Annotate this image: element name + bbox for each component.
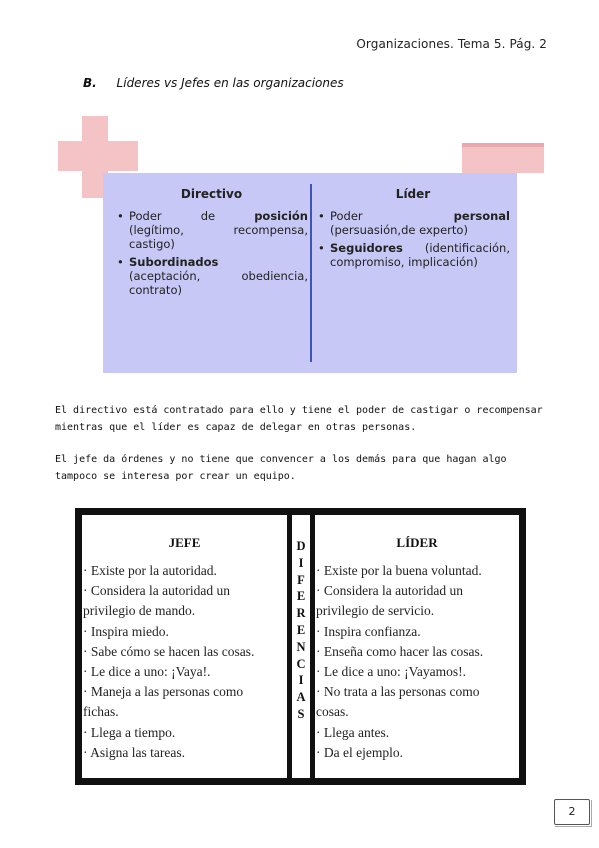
lider-line: · Enseña como hacer las cosas. [316, 643, 484, 659]
lider-line: · Da el ejemplo. [316, 744, 403, 760]
diferencias-letter: A [296, 690, 306, 705]
jefe-line: · Asigna las tareas. [83, 744, 185, 760]
jefe-line: · Existe por la autoridad. [83, 563, 217, 578]
item-detail: (legítimo, recompensa, castigo) [129, 223, 308, 251]
table-separator-right [311, 514, 314, 779]
diferencias-letter: N [296, 639, 306, 654]
lider-item-seguidores [316, 241, 510, 269]
lider-line: · No trata a las personas como [316, 684, 480, 700]
lider-line: · Llega antes. [316, 724, 390, 740]
diferencias-letter: F [297, 572, 305, 587]
lider-line: · Inspira confianza. [316, 623, 421, 639]
item-keyword: personal [453, 209, 510, 223]
item-prefix: • Poder [330, 209, 363, 223]
directivo-item-subordinados [115, 255, 308, 297]
jefe-list [83, 561, 285, 763]
panel-divider [310, 184, 312, 362]
jefe-line: fichas. [83, 704, 119, 720]
item-keyword: Seguidores [330, 241, 403, 255]
jefe-line: privilegio de mando. [83, 603, 196, 619]
diferencias-letter: C [296, 656, 306, 671]
jefe-line: · Inspira miedo. [83, 623, 169, 639]
jefe-line: · Sabe cómo se hacen las cosas. [83, 643, 255, 659]
jefe-heading: JEFE [168, 535, 201, 550]
decorative-cross-horizontal [58, 141, 138, 171]
item-detail: (identificación, compromiso, implicación) [330, 241, 510, 269]
lider-title: Líder [395, 187, 431, 201]
diferencias-vertical-word [291, 538, 311, 723]
jefe-line: · Considera la autoridad un [83, 583, 230, 599]
section-heading [83, 76, 344, 90]
item-detail: (persuasión,de experto) [330, 223, 468, 237]
lider-list [316, 561, 518, 763]
diferencias-letter: I [298, 555, 304, 570]
section-letter: B. [83, 76, 97, 90]
lider-line: cosas. [316, 704, 349, 720]
item-keyword: posición [254, 209, 308, 223]
lider-line: · Considera la autoridad un [316, 583, 463, 599]
decorative-bar-right-edge [462, 143, 544, 147]
diferencias-letter: E [296, 622, 306, 637]
item-detail: (aceptación, obediencia, contrato) [129, 269, 308, 297]
lider-line: · Existe por la buena voluntad. [316, 563, 482, 578]
page-header: Organizaciones. Tema 5. Pág. 2 [356, 37, 547, 51]
jefe-line: · Maneja a las personas como [83, 684, 244, 700]
paragraph-jefe: El jefe da órdenes y no tiene que convencer a los demás para que hagan algo tampoco se interesa por crear un equipo. [55, 454, 507, 482]
lider-line: privilegio de servicio. [316, 603, 435, 619]
item-keyword: Subordinados [129, 255, 219, 269]
jefe-line: · Le dice a uno: ¡Vaya!. [83, 664, 211, 680]
lider-item-poder [316, 209, 510, 237]
item-prefix: • Poder [129, 209, 162, 223]
page-number: 2 [554, 799, 590, 825]
diferencias-letter: D [296, 539, 306, 553]
lider-line: · Le dice a uno: ¡Vayamos!. [316, 664, 466, 680]
item-mid: de [200, 209, 216, 223]
diferencias-letter: S [297, 706, 305, 721]
directivo-column [115, 187, 308, 301]
directivo-title: Directivo [180, 187, 243, 201]
diferencias-letter: E [296, 589, 306, 604]
paragraph-directivo: El directivo está contratado para ello y tiene el poder de castigar o recompensar mientras que el líder es capaz de delegar en otras personas. [55, 405, 543, 433]
directivo-item-poder [115, 209, 308, 251]
section-title: Líderes vs Jefes en las organizaciones [116, 76, 344, 90]
decorative-bar-right [462, 143, 544, 173]
jefe-line: · Llega a tiempo. [83, 724, 176, 740]
diferencias-letter: R [296, 606, 306, 621]
lider-column [316, 187, 510, 273]
lider-heading: LÍDER [396, 535, 438, 550]
diferencias-letter: I [298, 673, 304, 688]
